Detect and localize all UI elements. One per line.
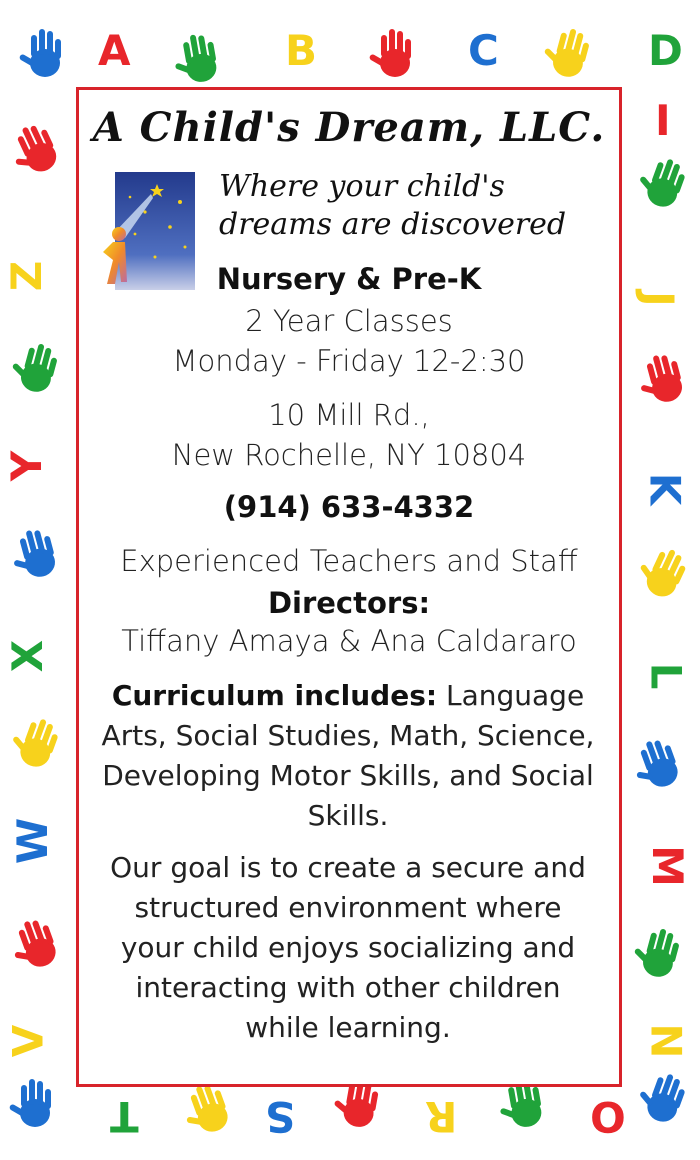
goal-text: while learning. bbox=[245, 1011, 451, 1044]
goal-text: interacting with other children bbox=[135, 971, 561, 1004]
border-letter: Z bbox=[2, 260, 52, 292]
hand-print-icon bbox=[3, 120, 62, 181]
tagline-line: Where your child's bbox=[219, 169, 505, 204]
curriculum-label: Curriculum includes: bbox=[111, 679, 438, 712]
border-letter: Y bbox=[2, 450, 52, 482]
address-city: New Rochelle, NY 10804 bbox=[171, 438, 527, 472]
border-letter: A bbox=[98, 26, 131, 75]
border-letter: S bbox=[265, 1092, 296, 1141]
curriculum-paragraph bbox=[83, 676, 613, 836]
hand-print-icon bbox=[369, 29, 411, 77]
program-schedule: Monday - Friday 12-2:30 bbox=[172, 344, 526, 378]
border-letter: O bbox=[590, 1092, 626, 1141]
hand-print-icon bbox=[632, 540, 691, 601]
directors-names: Tiffany Amaya & Ana Caldararo bbox=[121, 624, 577, 658]
hand-print-icon bbox=[176, 1080, 232, 1140]
curriculum-text: Language bbox=[445, 679, 585, 712]
border-letter: N bbox=[641, 1023, 691, 1059]
hand-print-icon bbox=[7, 338, 60, 395]
border-letter: K bbox=[640, 472, 690, 506]
goal-text: your child enjoys socializing and bbox=[120, 931, 576, 964]
border-letter: X bbox=[3, 639, 53, 673]
hand-print-icon bbox=[539, 23, 592, 80]
curriculum-text: Developing Motor Skills, and Social bbox=[102, 759, 594, 792]
hand-print-icon bbox=[9, 1079, 51, 1127]
hand-print-icon bbox=[19, 29, 61, 77]
hand-print-icon bbox=[6, 526, 59, 583]
phone-number: (914) 633-4332 bbox=[223, 490, 475, 524]
program-name: Nursery & Pre-K bbox=[216, 262, 482, 296]
business-title: A Child's Dream, LLC. bbox=[92, 104, 606, 151]
border-letter: W bbox=[8, 817, 58, 865]
border-letter: C bbox=[468, 26, 499, 75]
border-letter: T bbox=[110, 1092, 139, 1141]
goal-text: Our goal is to create a secure and bbox=[110, 851, 586, 884]
address-street: 10 Mill Rd., bbox=[268, 398, 430, 432]
directors-label: Directors: bbox=[267, 586, 431, 620]
goal-paragraph bbox=[83, 848, 613, 1048]
border-letter: J bbox=[633, 291, 683, 307]
staff-experience: Experienced Teachers and Staff bbox=[120, 544, 578, 578]
tagline bbox=[219, 168, 599, 244]
hand-print-icon bbox=[169, 32, 219, 87]
tagline-line: dreams are discovered bbox=[219, 207, 567, 242]
hand-print-icon bbox=[6, 712, 62, 772]
border-letter: V bbox=[3, 1024, 53, 1058]
hand-print-icon bbox=[626, 735, 682, 795]
goal-text: structured environment where bbox=[134, 891, 562, 924]
flyer-panel bbox=[76, 87, 622, 1087]
border-letter: L bbox=[641, 662, 691, 690]
hand-print-icon bbox=[633, 351, 686, 408]
hand-print-icon bbox=[629, 923, 682, 980]
border-letter: D bbox=[648, 26, 683, 75]
hand-print-icon bbox=[633, 1067, 689, 1127]
border-letter: M bbox=[642, 845, 692, 887]
curriculum-text: Skills. bbox=[307, 799, 389, 832]
hand-print-icon bbox=[4, 915, 60, 975]
border-letter: I bbox=[655, 96, 671, 145]
border-letter: B bbox=[285, 26, 318, 75]
hand-print-icon bbox=[633, 152, 689, 212]
program-classes: 2 Year Classes bbox=[245, 304, 453, 338]
border-letter: R bbox=[425, 1092, 458, 1141]
curriculum-text: Arts, Social Studies, Math, Science, bbox=[101, 719, 595, 752]
